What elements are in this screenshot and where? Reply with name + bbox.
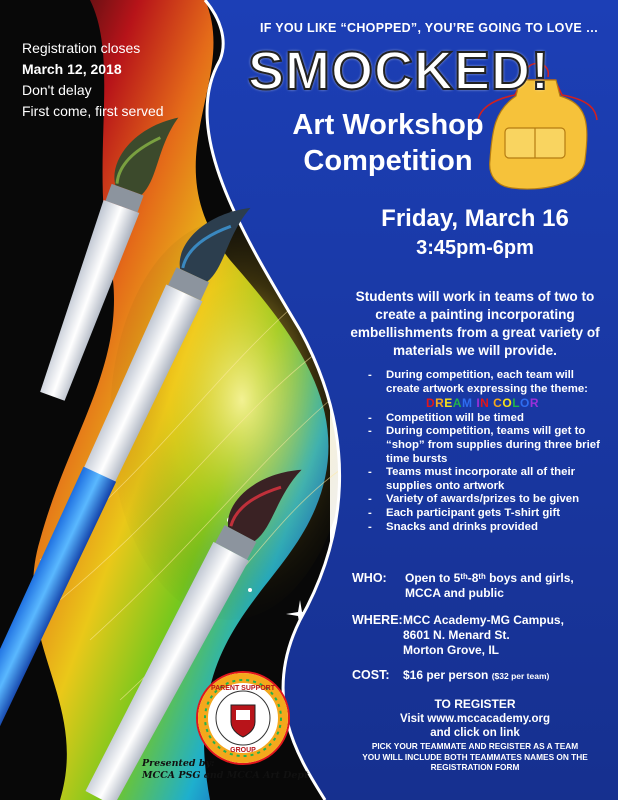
theme-letter: E (444, 396, 453, 411)
who-line-2: MCCA and public (405, 586, 504, 600)
register-note-2: YOU WILL INCLUDE BOTH TEAMMATES NAMES ON THE REGISTRATION FORM (362, 751, 588, 772)
register-link-text[interactable]: Visit www.mccacademy.org (400, 713, 550, 725)
theme-letter: L (512, 396, 521, 411)
where-line-3: Morton Grove, IL (403, 643, 499, 657)
bullet-text: During competition, each team will create artwork expressing the theme: (386, 369, 588, 395)
bullet-text: Variety of awards/prizes to be given (386, 493, 580, 506)
presented-by (142, 758, 342, 782)
who-text: Open to 5 (405, 571, 461, 585)
registration-line-4: First come, first served (22, 103, 164, 119)
bullet-text: Snacks and drinks provided (386, 520, 538, 533)
svg-text:GROUP: GROUP (230, 747, 256, 754)
register-instruction: and click on link (430, 727, 520, 739)
theme-letter: R (529, 396, 540, 411)
event-time: 3:45pm-6pm (416, 237, 534, 259)
list-item: - Teams must incorporate all of their supplies onto artwork (368, 466, 576, 492)
event-date: Friday, March 16 (381, 205, 569, 232)
registration-notice (22, 38, 222, 122)
list-item: - During competition, each team will create artwork expressing the theme: DREAM IN COLOR (364, 369, 609, 411)
parent-support-group-logo (197, 672, 289, 764)
list-item: - Competition will be timed (368, 411, 524, 424)
list-item: - Variety of awards/prizes to be given (368, 493, 580, 506)
page-title: SMOCKED! (248, 41, 550, 101)
who-label: WHO: (352, 571, 387, 585)
subtitle-line-1: Art Workshop (292, 109, 484, 141)
register-heading: TO REGISTER (434, 697, 516, 711)
theme-letter: I (476, 396, 481, 411)
theme-letter: C (493, 396, 503, 411)
register-section (340, 697, 610, 773)
bullet-text: Teams must incorporate all of their supplies onto artwork (386, 466, 576, 492)
details-list (364, 369, 609, 534)
cost-note: ($32 per team) (491, 671, 550, 681)
bullet-text: During competition, teams will get to “shop” from supplies during three brief time bursts (386, 425, 600, 465)
tagline: IF YOU LIKE “CHOPPED”, YOU’RE GOING TO LOVE … (260, 21, 599, 35)
theme-text (386, 397, 609, 411)
who-text: boys and girls, (485, 571, 574, 585)
where-line-1: MCC Academy-MG Campus, (403, 613, 564, 627)
list-item: - Each participant gets T-shirt gift (368, 506, 561, 519)
where-line-2: 8601 N. Menard St. (403, 628, 510, 642)
presented-by-names: MCCA PSG and MCCA Art Dept (142, 770, 309, 781)
registration-deadline: March 12, 2018 (22, 61, 122, 77)
register-note-1: PICK YOUR TEAMMATE AND REGISTER AS A TEAM (371, 741, 579, 751)
list-item: - Snacks and drinks provided (368, 520, 538, 533)
where-value (403, 613, 603, 658)
theme-letter: D (425, 396, 436, 411)
cost-value (403, 668, 603, 684)
bullet-text: Competition will be timed (386, 411, 524, 424)
theme-letter: O (502, 396, 513, 411)
cost-label: COST: (352, 668, 390, 682)
theme-letter: N (480, 396, 490, 411)
who-sup: th (478, 572, 486, 581)
theme-letter: R (435, 396, 445, 411)
subtitle-line-2: Competition (303, 145, 473, 177)
intro-paragraph: Students will work in teams of two to create a painting incorporating embellishments from a great variety of materials we will provide. (350, 289, 600, 358)
who-text: -8 (467, 571, 479, 585)
theme-letter: O (520, 396, 530, 411)
bullet-text: Each participant gets T-shirt gift (386, 506, 561, 519)
who-sup: th (460, 572, 468, 581)
registration-line-1: Registration closes (22, 40, 141, 56)
where-label: WHERE: (352, 613, 403, 627)
theme-letter: A (452, 396, 462, 411)
registration-line-3: Don't delay (22, 82, 92, 98)
cost-amount: $16 per person (403, 668, 489, 682)
theme-letter: M (461, 396, 473, 411)
presented-by-label: Presented by: (142, 758, 215, 769)
svg-text:PARENT SUPPORT: PARENT SUPPORT (210, 685, 276, 692)
list-item: - During competition, teams will get to “shop” from supplies during three brief time bursts (368, 425, 600, 465)
who-value (405, 571, 605, 601)
